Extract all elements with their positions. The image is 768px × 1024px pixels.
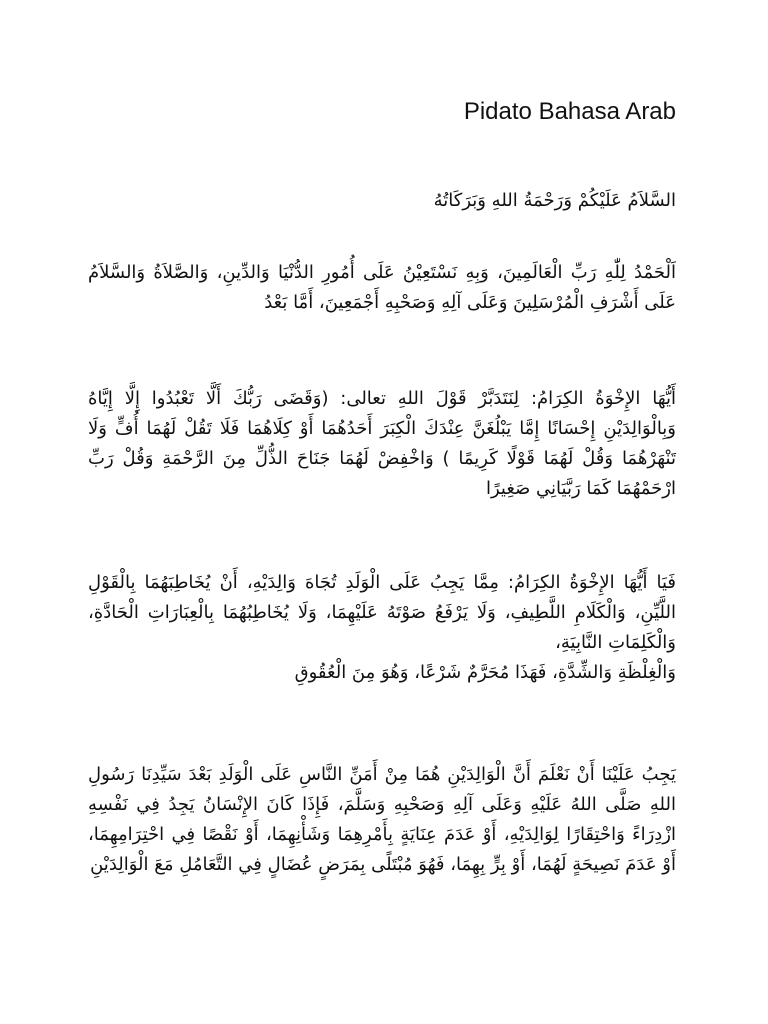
opening-paragraph	[88, 258, 676, 318]
duty-to-parents-conclusion: وَالْغِلْظَةِ وَالشِّدَّةِ، فَهَذَا مُحَرَّمٌ شَرْعًا، وَهُوَ مِنَ الْعُقُوقِ	[294, 662, 676, 683]
quran-verse-text: أَيُّهَا الإِخْوَةُ الكِرَامُ: لِنَتَدَبَّرْ قَوْلَ اللهِ تعالى: (وَقَضَى رَبُّكَ أَلَّا تَعْبُدُوا إِلَّا إِيَّاهُ وَبِالْوَالِدَيْنِ إِحْسَانًا إِمَّا يَبْلُغَنَّ عِنْدَكَ الْكِبَرَ أَحَدُهُمَا أَوْ كِلَاهُمَا فَلَا تَقُلْ لَهُمَا أُفٍّ وَلَا تَنْهَرْهُمَا وَقُلْ لَهُمَا قَوْلًا كَرِيمًا ) وَاخْفِضْ لَهُمَا جَنَاحَ الذُّلِّ مِنَ الرَّحْمَةِ وَقُلْ رَبِّ ارْحَمْهُمَا كَمَا رَبَّيَانِي صَغِيرًا	[88, 388, 676, 499]
greeting-paragraph	[88, 186, 676, 216]
document-title: Pidato Bahasa Arab	[463, 98, 676, 125]
quran-verse-paragraph	[88, 384, 676, 504]
closing-text: يَجِبُ عَلَيْنَا أَنْ نَعْلَمَ أَنَّ الْوَالِدَيْنِ هُمَا مِنْ أَمَنِّ النَّاسِ عَلَى الْوَلَدِ بَعْدَ سَيِّدِنَا رَسُولِ اللهِ صَلَّى اللهُ عَلَيْهِ وَعَلَى آلِهِ وَصَحْبِهِ وَسَلَّمَ، فَإِذَا كَانَ الإِنْسَانُ يَجِدُ فِي نَفْسِهِ ازْدِرَاءً وَاحْتِقَارًا لِوَالِدَيْهِ، أَوْ عَدَمَ عِنَايَةٍ بِأَمْرِهِمَا وَشَأْنِهِمَا، أَوْ نَقْصًا فِي احْتِرَامِهِمَا، أَوْ عَدَمَ نَصِيحَةٍ لَهُمَا، أَوْ بِرٍّ بِهِمَا، فَهُوَ مُبْتَلًى بِمَرَضٍ عُضَالٍ فِي التَّعَامُلِ مَعَ الْوَالِدَيْنِ	[88, 764, 676, 875]
closing-paragraph	[88, 760, 676, 880]
greeting-text: السَّلاَمُ عَلَيْكُمْ وَرَحْمَةُ اللهِ وَبَرَكَاتُهُ	[433, 190, 676, 211]
duty-to-parents-paragraph	[88, 568, 676, 688]
duty-to-parents-text: فَيَا أَيُّهَا الإِخْوَةُ الكِرَامُ: مِمَّا يَجِبُ عَلَى الْوَلَدِ تُجَاهَ وَالِدَيْهِ، أَنْ يُخَاطِبَهُمَا بِالْقَوْلِ اللَّيِّنِ، وَالْكَلَامِ اللَّطِيفِ، وَلَا يَرْفَعُ صَوْتَهُ عَلَيْهِمَا، وَلَا يُخَاطِبُهُمَا بِالْعِبَارَاتِ الْحَادَّةِ، وَالْكَلِمَاتِ النَّابِيَةِ،	[88, 572, 676, 653]
opening-text: اَلْحَمْدُ لِلّٰهِ رَبِّ الْعَالَمِينَ، وَبِهِ نَسْتَعِيْنُ عَلَى أُمُورِ الدُّنْيَا وَالدِّينِ، وَالصَّلاَةُ وَالسَّلاَمُ عَلَى أَشْرَفِ الْمُرْسَلِينَ وَعَلَى آلِهِ وَصَحْبِهِ أَجْمَعِينَ، أَمَّا بَعْدُ	[88, 262, 676, 313]
